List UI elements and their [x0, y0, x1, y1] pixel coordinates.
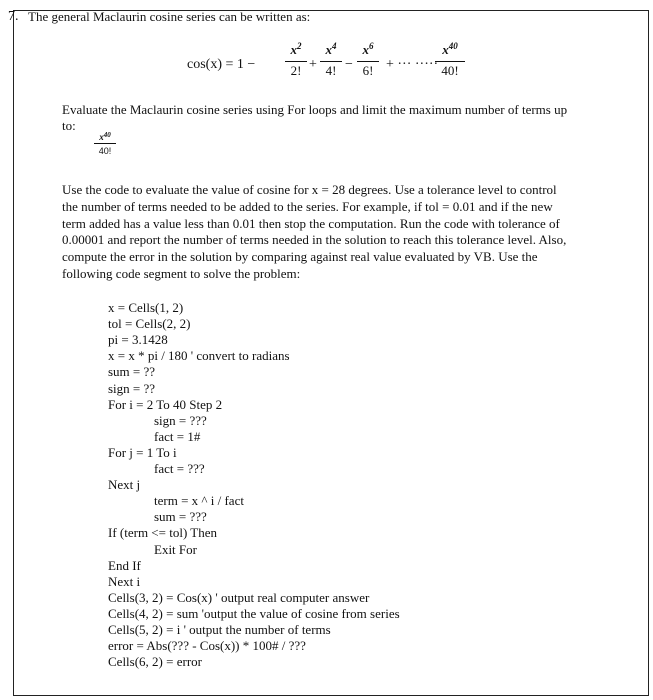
evaluate-line-2: to:: [62, 118, 76, 133]
code-line: pi = 3.1428: [108, 332, 168, 348]
instruction-line: following code segment to solve the problem:: [62, 266, 301, 281]
code-line: tol = Cells(2, 2): [108, 316, 191, 332]
code-line: Exit For: [154, 541, 197, 557]
op-minus: −: [345, 57, 353, 72]
instruction-line: 0.00001 and report the number of terms needed in the solution to reach this tolerance level. Also,: [62, 232, 567, 248]
formula-lhs: cos(x) = 1 −: [187, 57, 256, 72]
code-line: Cells(3, 2) = Cos(x) ' output real computer answer: [108, 589, 370, 605]
instruction-line: the number of terms needed to be added to the series. For example, if tol = 0.01 and if the new: [62, 198, 553, 214]
code-line: If (term <= tol) Then: [108, 525, 218, 541]
question-intro: The general Maclaurin cosine series can be written as:: [28, 9, 311, 24]
code-line: Next i: [108, 573, 141, 589]
code-line: End If: [108, 557, 141, 573]
code-line: fact = 1#: [154, 428, 201, 444]
code-line: Next j: [108, 477, 141, 493]
term-x40: $x^{40}$ 40!: [435, 41, 465, 80]
term-x2: $x^2$ 2!: [285, 41, 307, 80]
evaluate-line-1: Evaluate the Maclaurin cosine series using For loops and limit the maximum number of terms up: [62, 102, 568, 117]
code-line: For j = 1 To i: [108, 444, 177, 460]
code-line: Cells(5, 2) = i ' output the number of terms: [108, 622, 331, 637]
question-number: 7.: [8, 9, 19, 24]
code-line: Cells(6, 2) = error: [108, 654, 202, 670]
code-line: sign = ???: [154, 412, 207, 428]
op-plus-1: +: [309, 57, 317, 72]
instruction-line: term added has a value less than 0.01 then stop the computation. Run the code with tolerance of: [62, 215, 560, 231]
instruction-line: compute the error in the solution by comparing against real value evaluated by VB. Use the: [62, 249, 538, 265]
code-line: x = x * pi / 180 ' convert to radians: [108, 348, 290, 364]
instruction-line: Use the code to evaluate the value of cosine for x = 28 degrees. Use a tolerance level to control: [62, 182, 557, 197]
code-line: Cells(4, 2) = sum 'output the value of cosine from series: [108, 605, 400, 621]
code-line: error = Abs(??? - Cos(x)) * 100# / ???: [108, 638, 306, 654]
op-ellipsis: + ··· ·····: [386, 57, 439, 72]
term-limit-fraction: $x^{40}$ 40!: [94, 132, 116, 156]
code-line: For i = 2 To 40 Step 2: [108, 396, 223, 412]
term-x4: $x^4$ 4!: [320, 41, 342, 80]
term-x6: $x^6$ 6!: [357, 41, 379, 80]
code-line: sum = ???: [154, 509, 207, 525]
code-line: term = x ^ i / fact: [154, 493, 244, 509]
code-line: sign = ??: [108, 380, 156, 396]
code-line: x = Cells(1, 2): [108, 300, 184, 315]
code-line: sum = ??: [108, 364, 156, 380]
code-line: fact = ???: [154, 461, 205, 476]
